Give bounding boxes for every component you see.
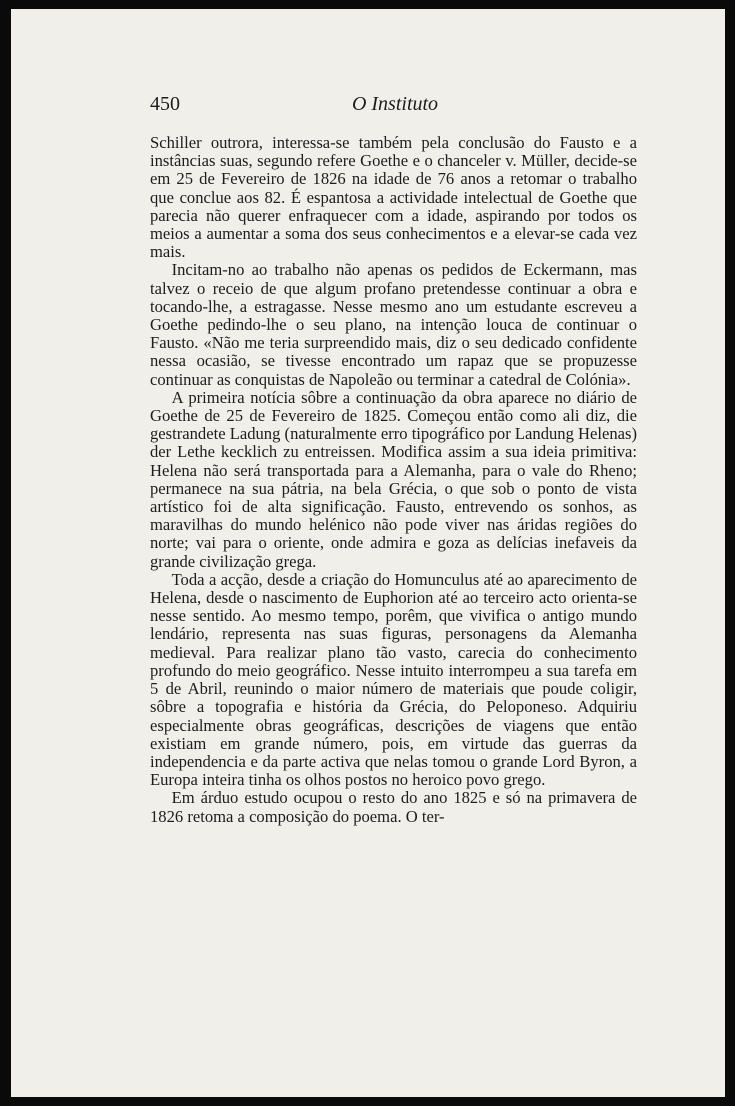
- paragraph-2: Incitam-no ao trabalho não apenas os pedidos de Eckermann, mas talvez o receio de que algum profano pretendesse continuar a obra e tocando-lhe, a estragasse. Nesse mesmo ano um estudante escreveu a Goethe pedindo-lhe o seu plano, na intenção louca de continuar o Fausto. «Não me teria surpreendido mais, diz o seu dedicado confidente nessa ocasião, se tivesse encontrado um rapaz que se propuzesse continuar as conquistas de Napoleão ou terminar a catedral de Colónia».: [150, 260, 637, 389]
- page-number: 450: [150, 93, 180, 115]
- paragraph-5: Em árduo estudo ocupou o resto do ano 1825 e só na primavera de 1826 retoma a composição do poema. O ter-: [150, 788, 637, 826]
- document-page: [11, 9, 725, 1097]
- paragraph-4: Toda a acção, desde a criação do Homunculus até ao aparecimento de Helena, desde o nascimento de Euphorion até ao terceiro acto orienta-se nesse sentido. Ao mesmo tempo, porêm, que vivifica o antigo mundo lendário, representa nas suas figuras, personagens da Alemanha medieval. Para realizar plano tão vasto, carecia do conhecimento profundo do meio geográfico. Nesse intuito interrompeu a sua tarefa em 5 de Abril, reunindo o maior número de materiais que poude coligir, sôbre a topografia e história da Grécia, do Peloponeso. Adquiriu especialmente obras geográficas, descrições de viagens que então existiam em grande número, pois, em virtude das guerras da independencia e da parte activa que nelas tomou o grande Lord Byron, a Europa inteira tinha os olhos postos no heroico povo grego.: [150, 569, 637, 790]
- running-title: O Instituto: [351, 93, 439, 115]
- body-text: [150, 134, 637, 826]
- paragraph-3: A primeira notícia sôbre a continuação da obra aparece no diário de Goethe de 25 de Fevereiro de 1825. Começou então como ali diz, die gestrandete Ladung (naturalmente erro tipográfico por Landung Helenas) der Lethe kecklich zu entreissen. Modifica assim a sua ideia primitiva: Helena não será transportada para a Alemanha, para o vale do Rheno; permanece na sua pátria, na bela Grécia, o que sob o ponto de vista artístico foi de alta significação. Fausto, entrevendo os sonhos, as maravilhas do mundo helénico não pode viver nas áridas regiões do norte; vai para o oriente, onde admira e goza as delícias inefaveis da grande civilização grega.: [150, 387, 638, 571]
- page-header: [150, 93, 640, 117]
- paragraph-1: Schiller outrora, interessa-se também pela conclusão do Fausto e a instâncias suas, segundo refere Goethe e o chanceler v. Müller, decide-se em 25 de Fevereiro de 1826 na idade de 76 anos a retomar o trabalho que conclue aos 82. É espantosa a actividade intelectual de Goethe que parecia não querer enfraquecer com a idade, aspirando por todos os meios a aumentar a soma dos seus conhecimentos e a elevar-se cada vez mais.: [150, 133, 637, 262]
